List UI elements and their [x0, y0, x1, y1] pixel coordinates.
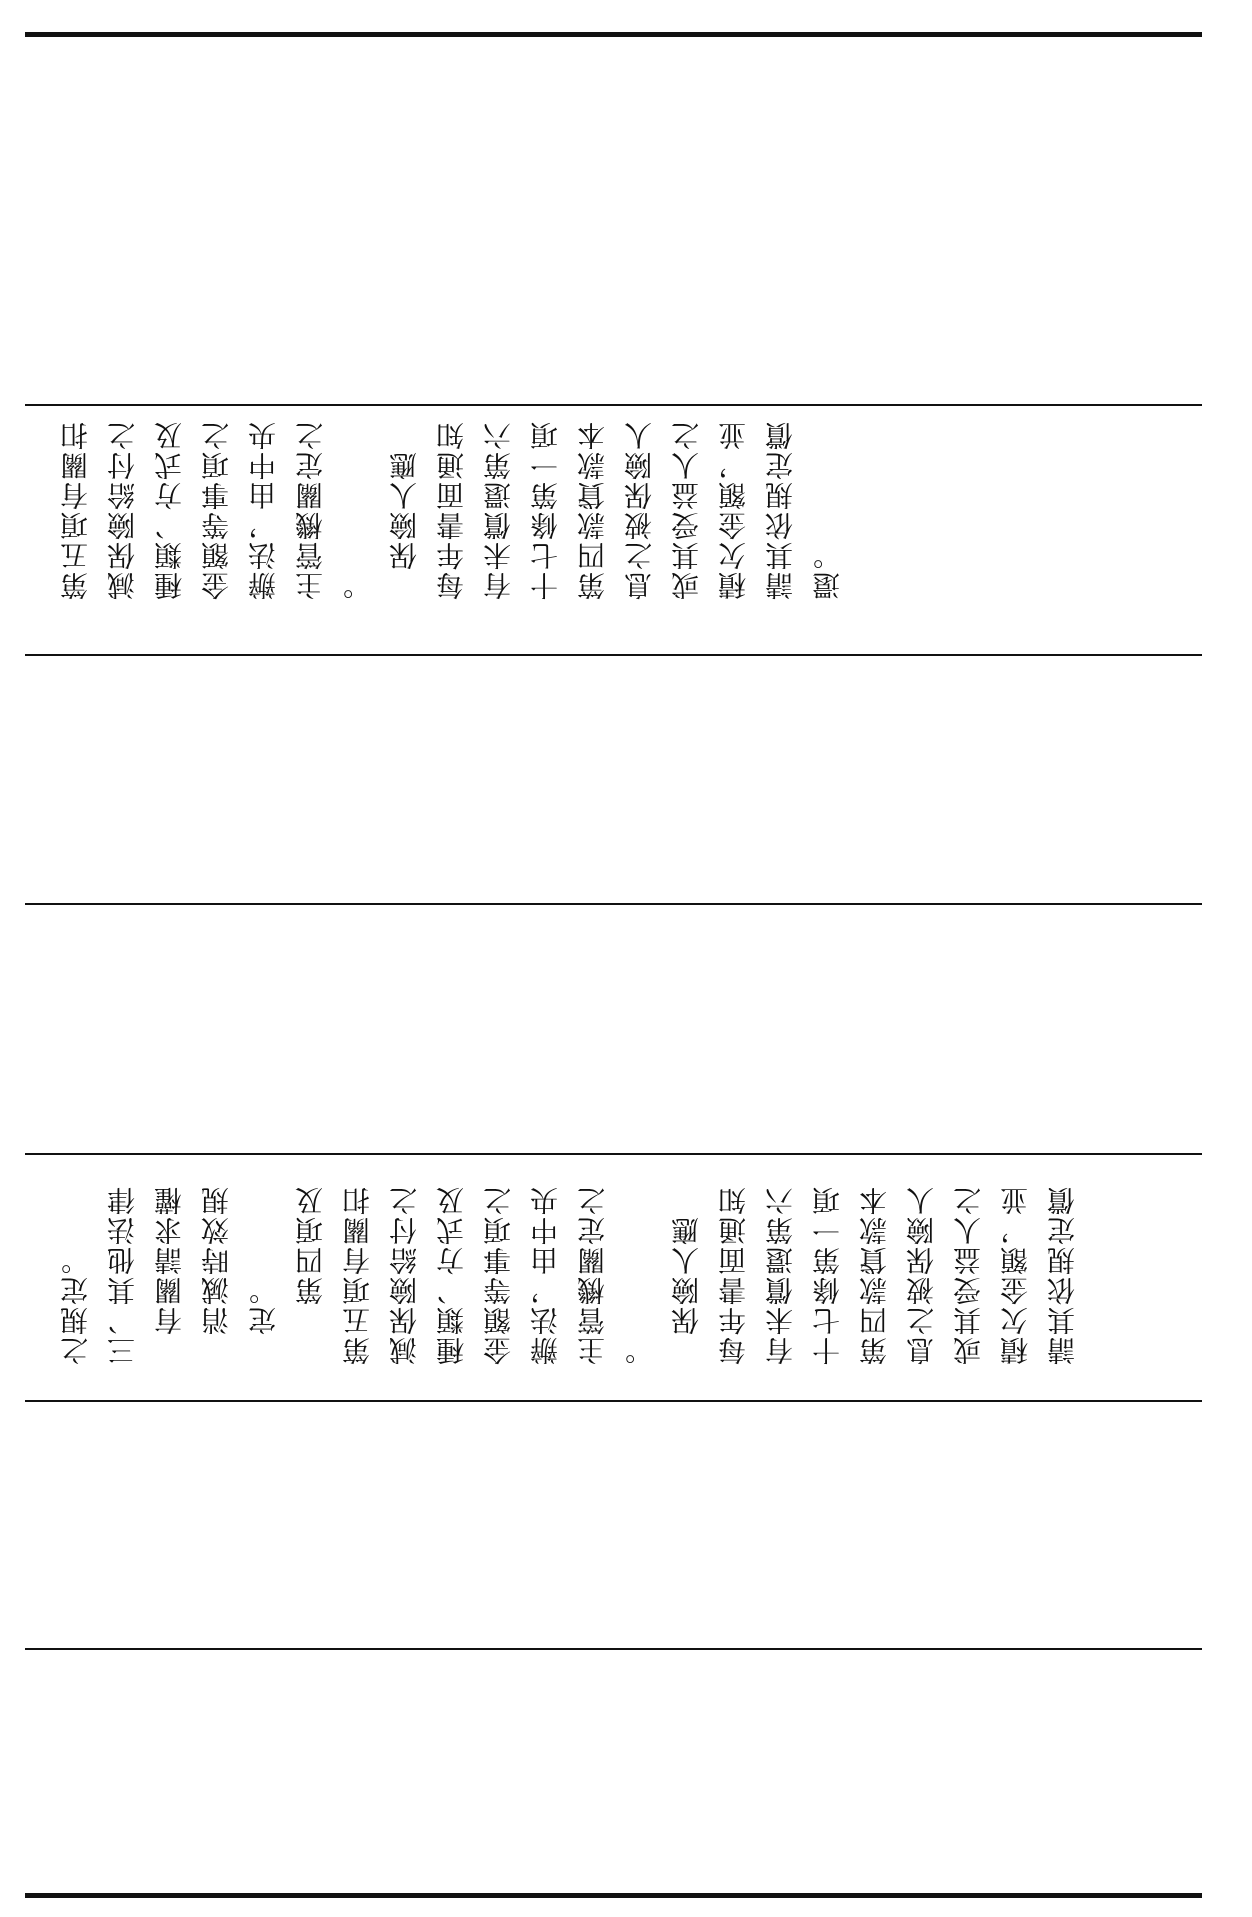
top-border-rule [25, 32, 1202, 37]
table-divider-3 [25, 903, 1202, 905]
provision-text-cell-lower [52, 1165, 1086, 1365]
text-line: 息之被保險人 [623, 420, 656, 600]
text-line: 有未償還第六 [764, 1185, 797, 1365]
text-line: 減保險給付之 [388, 1185, 421, 1365]
text-line: 金額等事項之 [482, 1185, 515, 1365]
text-line: 種類、方式及 [153, 420, 186, 600]
text-line: 減保險給付之 [106, 420, 139, 600]
text-line: 有關請求權 [153, 1185, 186, 1365]
text-line: 三、其他法律 [106, 1185, 139, 1365]
text-line: 主管機關定之 [294, 420, 327, 600]
text-line: 。 [623, 1335, 656, 1365]
table-divider-6 [25, 1648, 1202, 1650]
text-line: 保險人應 [388, 450, 421, 600]
text-line: 每年書面通知 [435, 420, 468, 600]
table-divider-4 [25, 1153, 1202, 1155]
provision-text-cell-upper [52, 420, 851, 600]
text-line: 息之被保險人 [905, 1185, 938, 1365]
bottom-border-rule [25, 1893, 1202, 1898]
text-line: 十七條第一項 [811, 1185, 844, 1365]
text-line: 之規定。 [59, 1245, 92, 1365]
text-line: 每年書面通知 [717, 1185, 750, 1365]
table-divider-2 [25, 654, 1202, 656]
table-divider-5 [25, 1400, 1202, 1402]
text-line: 第五項有關扣 [59, 420, 92, 600]
text-line: 金額等事項之 [200, 420, 233, 600]
text-line: 辦法，由中央 [247, 420, 280, 600]
text-line: 第四款貸款本 [858, 1185, 891, 1365]
text-line: 辦法，由中央 [529, 1185, 562, 1365]
text-line: 請其依規定償 [764, 420, 797, 600]
text-line: 或其受益人之 [952, 1185, 985, 1365]
text-line: 主管機關定之 [576, 1185, 609, 1365]
text-line: 有未償還第六 [482, 420, 515, 600]
text-line: 或其受益人之 [670, 420, 703, 600]
text-line: 第四款貸款本 [576, 420, 609, 600]
text-line: 消滅時效規 [200, 1185, 233, 1365]
text-line: 請其依規定償 [1046, 1185, 1079, 1365]
text-line: 保險人應 [670, 1215, 703, 1365]
text-line: 第四項及 [294, 1185, 327, 1365]
table-divider-1 [25, 404, 1202, 406]
text-line: 還。 [811, 540, 844, 600]
text-line: 定。 [247, 1275, 280, 1365]
text-line: 第五項有關扣 [341, 1185, 374, 1365]
text-line: 。 [341, 570, 374, 600]
text-line: 積欠金額，並 [717, 420, 750, 600]
text-line: 積欠金額，並 [999, 1185, 1032, 1365]
text-line: 十七條第一項 [529, 420, 562, 600]
text-line: 種類、方式及 [435, 1185, 468, 1365]
